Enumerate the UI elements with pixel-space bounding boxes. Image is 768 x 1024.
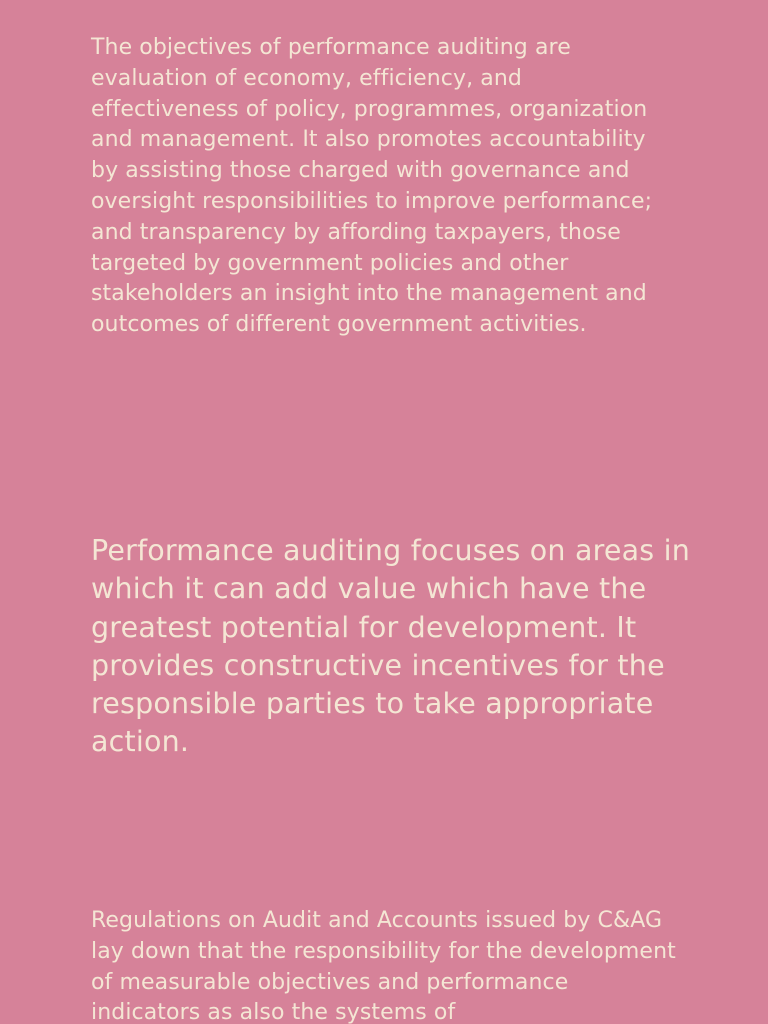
paragraph-focus: Performance auditing focuses on areas in which it can add value which have the greatest potential for development. It provides constructive incentives for the responsible parties to take appropriate action. xyxy=(91,534,690,759)
paragraph-regulations: Regulations on Audit and Accounts issued by C&AG lay down that the responsibility for the development of measurable objectives and performance indicators as also the systems of xyxy=(91,908,676,1024)
paragraph-objectives: The objectives of performance auditing are evaluation of economy, efficiency, and effectiveness of policy, programmes, organization and management. It also promotes accountability by assisting those charged with governance and oversight responsibilities to improve performance; and transparency by affording taxpayers, those targeted by government policies and other stakeholders an insight into the management and outcomes of different government activities. xyxy=(91,35,653,338)
